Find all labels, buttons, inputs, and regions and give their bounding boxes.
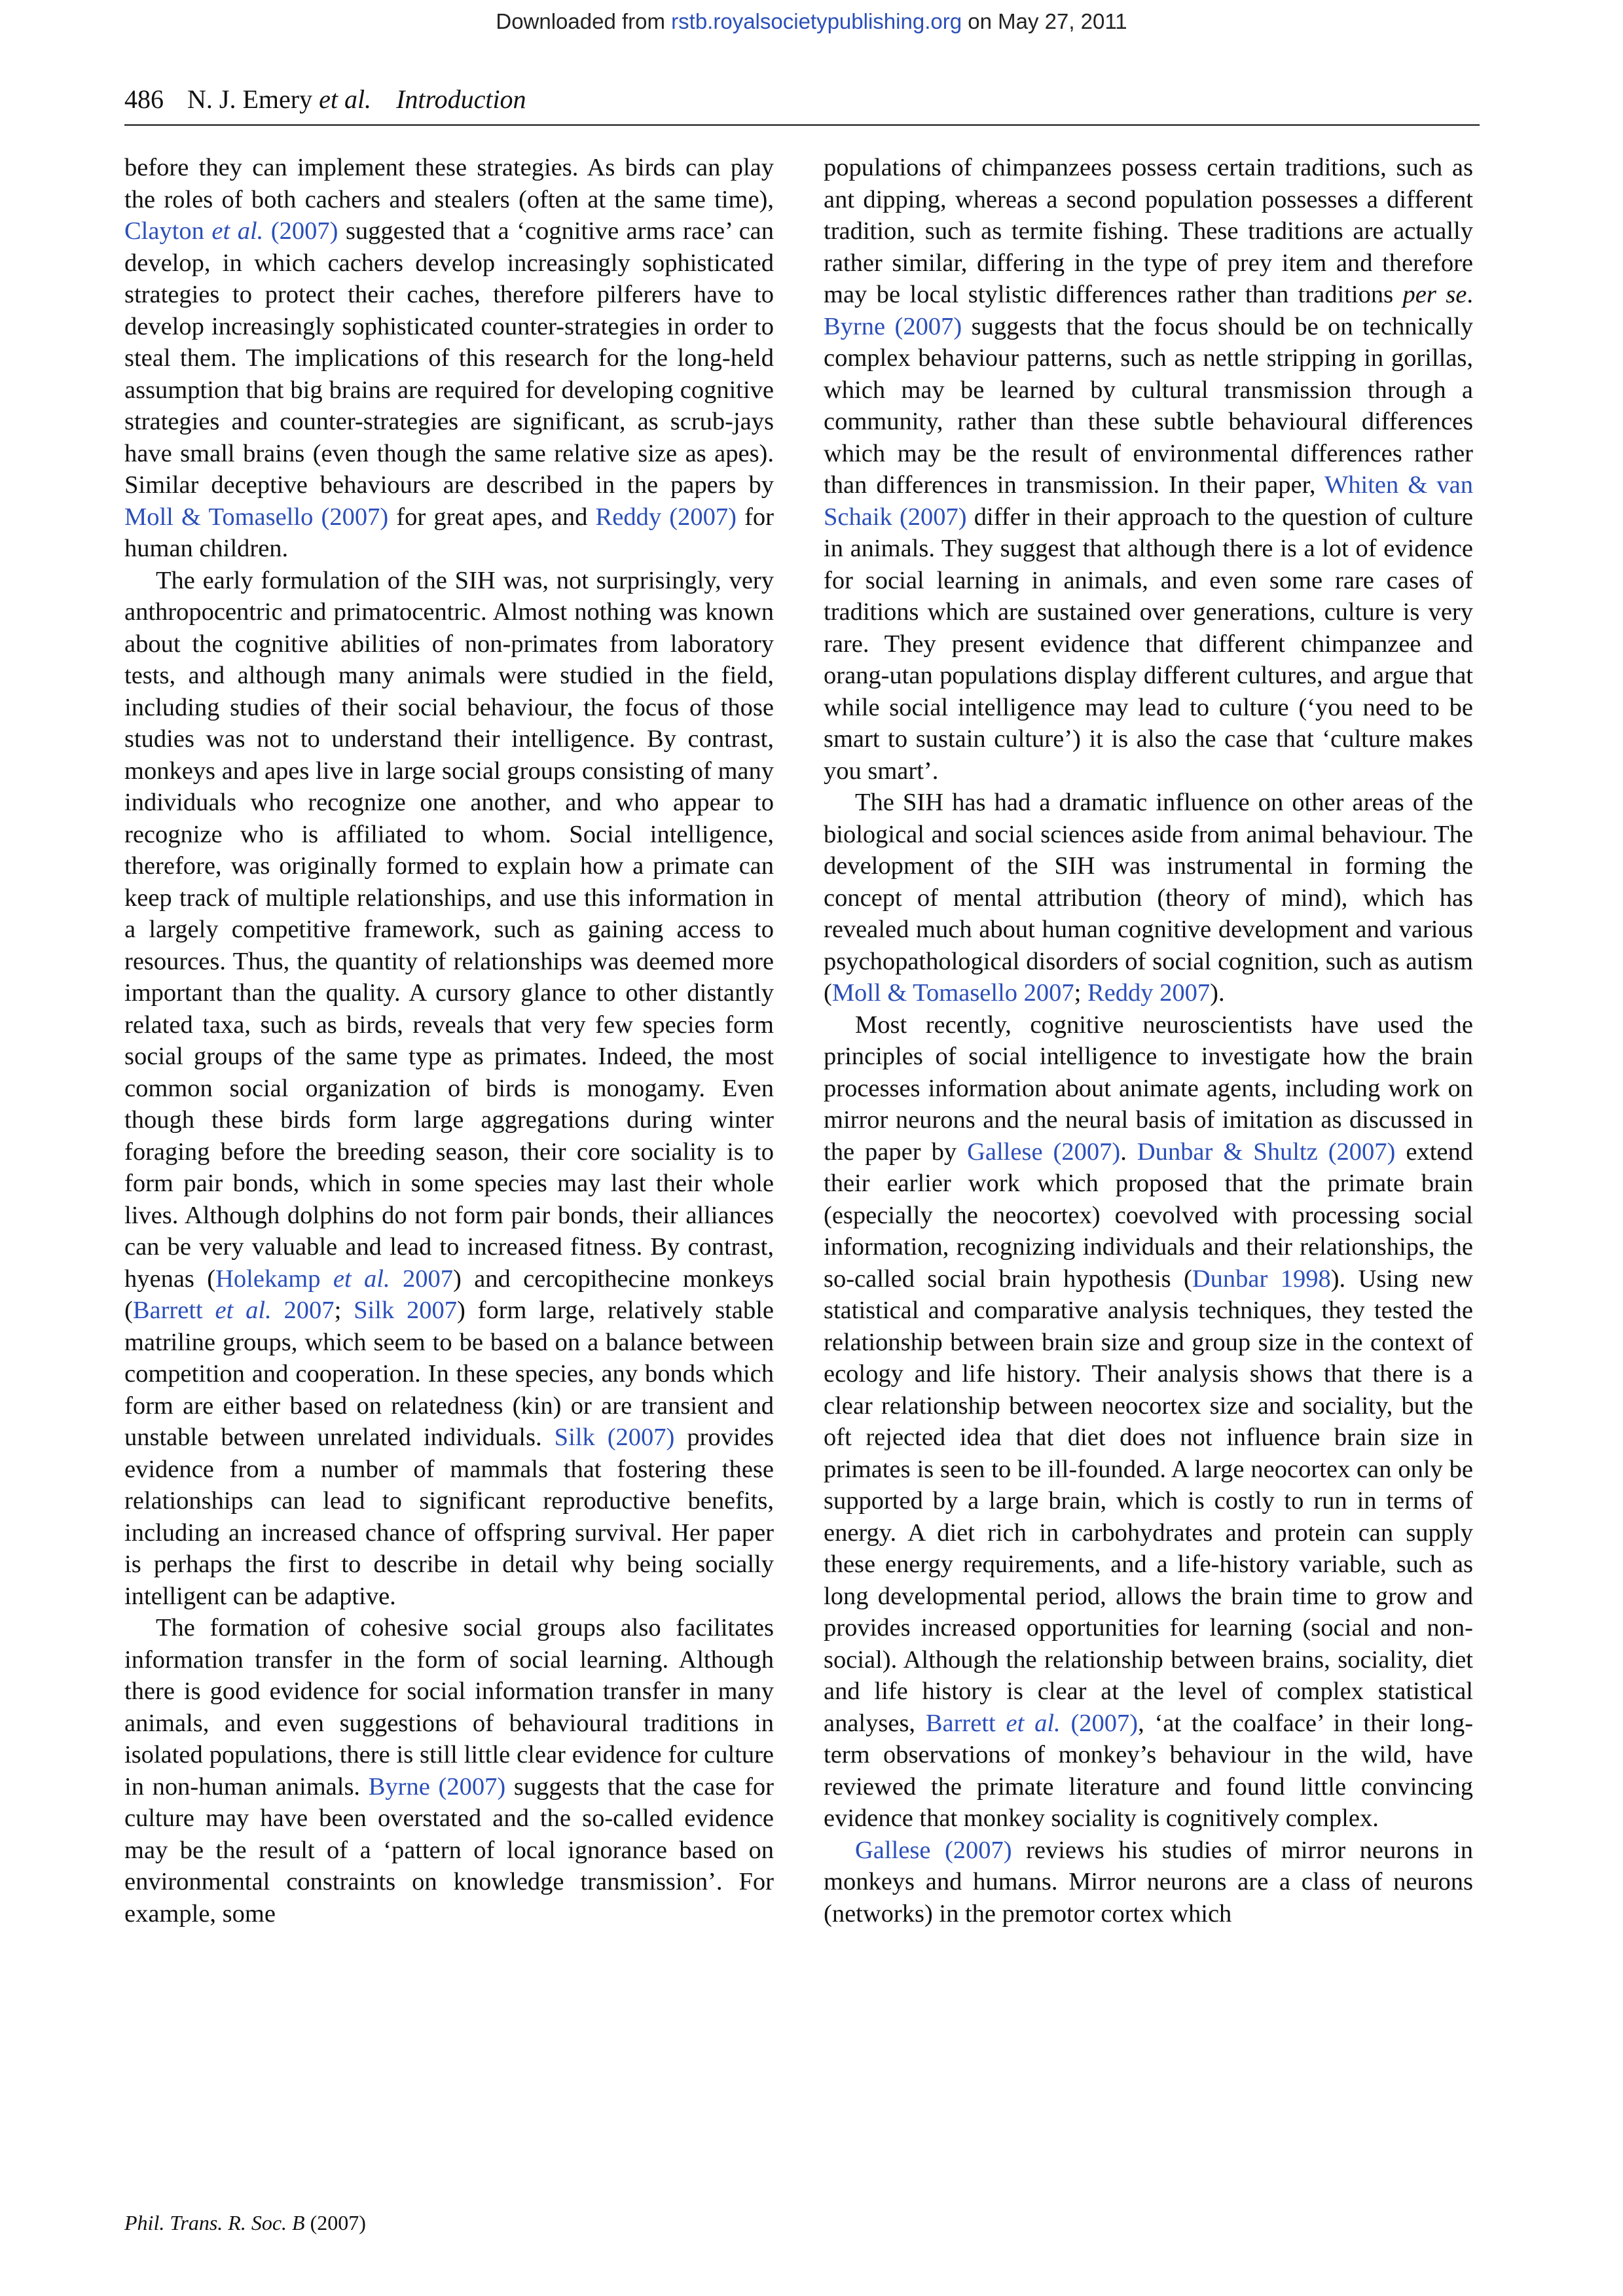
paragraph — [824, 1835, 1473, 1930]
paragraph — [124, 1612, 774, 1929]
author-etal: et al. — [319, 84, 372, 114]
citation-link[interactable]: Moll & Tomasello 2007 — [831, 979, 1074, 1007]
citation-link[interactable]: et al. — [333, 1265, 390, 1293]
citation-link[interactable]: Byrne (2007) — [368, 1772, 506, 1801]
citation-link[interactable]: Byrne (2007) — [824, 312, 962, 340]
header-rule — [124, 124, 1480, 126]
body-text: differ in their approach to the question of culture in animals. They suggest that although there is a lot of evidence for social learning in animals, and even some rare cases of traditions which are sustained over generations, culture is very rare. They present evidence that different chimpanzee and orang-utan populations display different cultures, and argue that while social intelligence may lead to culture (‘you need to be smart to sustain culture’) it is also the case that ‘culture makes you smart’. — [824, 503, 1473, 785]
body-text: ; — [1074, 979, 1087, 1007]
citation-link[interactable]: Moll & Tomasello (2007) — [124, 503, 389, 531]
paragraph — [824, 787, 1473, 1009]
banner-suffix: on May 27, 2011 — [962, 9, 1127, 33]
citation-link[interactable]: Reddy (2007) — [595, 503, 737, 531]
body-text: ). — [1210, 979, 1225, 1007]
body-text: Most recently, cognitive neuroscientists have used the principles of social intelligence to investigate how the brain processes information about animate agents, including work on mirror neurons and the neural basis of imitation as discussed in the paper by — [824, 1011, 1473, 1166]
citation-link[interactable]: et al. — [215, 1297, 272, 1324]
citation-link[interactable]: 2007 — [390, 1265, 454, 1293]
citation-link[interactable]: Barrett — [132, 1297, 215, 1324]
body-text: ) form large, relatively stable matriline groups, which seem to be based on a balance between competition and cooperation. In these species, any bonds which form are either based on relatedness (kin) or are transient and unstable between unrelated individuals. — [124, 1297, 774, 1451]
citation-link[interactable]: Whiten & van Schaik (2007) — [824, 471, 1473, 531]
citation-link[interactable]: Silk (2007) — [554, 1424, 675, 1451]
body-text: ) and cercopithecine monkeys ( — [124, 1265, 774, 1324]
citation-link[interactable]: Clayton — [124, 217, 212, 245]
body-text: populations of chimpanzees possess certain traditions, such as ant dipping, whereas a second population possesses a different tradition, such as termite fishing. These traditions are actually rather similar, differing in the type of prey item and therefore may be local stylistic differences rather than traditions — [824, 154, 1473, 308]
paragraph — [824, 152, 1473, 787]
footer-year: (2007) — [310, 2211, 366, 2234]
citation-link[interactable]: Gallese (2007) — [967, 1138, 1121, 1166]
body-text: provides evidence from a number of mammals that fostering these relationships can lead to significant reproductive benefits, including an increased chance of offspring survival. Her paper is perhaps the first to describe in detail why being socially intelligent can be adaptive. — [124, 1424, 774, 1610]
body-text: for great apes, and — [388, 503, 596, 531]
paragraph — [124, 565, 774, 1613]
body-text: before they can implement these strategies. As birds can play the roles of both cachers and stealers (often at the same time), — [124, 154, 774, 213]
body-text: suggests that the focus should be on technically complex behaviour patterns, such as nettle stripping in gorillas, which may be learned by cultural transmission through a community, rather than these subtle behavioural differences which may be the result of environmental differences rather than differences in transmission. In their paper, — [824, 312, 1473, 499]
citation-link[interactable]: Barrett — [925, 1709, 1006, 1737]
page-number: 486 — [124, 84, 164, 114]
banner-prefix: Downloaded from — [496, 9, 672, 33]
body-text: for human children. — [124, 503, 774, 562]
citation-link[interactable]: Reddy 2007 — [1087, 979, 1211, 1007]
right-column — [824, 152, 1473, 2158]
citation-link[interactable]: Holekamp — [215, 1265, 333, 1293]
download-banner — [0, 9, 1623, 34]
body-text: . — [1120, 1138, 1137, 1166]
citation-link[interactable]: (2007) — [1060, 1709, 1139, 1737]
body-text: reviews his studies of mirror neurons in monkeys and humans. Mirror neurons are a class of neurons (networks) in the premotor cortex which — [824, 1836, 1473, 1928]
section-title: Introduction — [396, 84, 526, 114]
body-text: suggests that the case for culture may have been overstated and the so-called evidence may be the result of a ‘pattern of local ignorance based on environmental constraints on knowledge transmission’. For example, some — [124, 1772, 774, 1928]
citation-link[interactable]: et al. — [211, 217, 264, 245]
citation-link[interactable]: Dunbar & Shultz (2007) — [1137, 1138, 1396, 1166]
body-text: The early formulation of the SIH was, not surprisingly, very anthropocentric and primatocentric. Almost nothing was known about the cognitive abilities of non-primates from laboratory tests, and although many animals were studied in the field, including studies of their social behaviour, the focus of those studies was not to understand their intelligence. By contrast, monkeys and apes live in large social groups consisting of many individuals who recognize one another, and who appear to recognize who is affiliated to whom. Social intelligence, therefore, was originally formed to explain how a primate can keep track of multiple relationships, and use this information in a largely competitive framework, such as gaining access to resources. Thus, the quantity of relationships was deemed more important than the quality. A cursory glance to other distantly related taxa, such as birds, reveals that very few species form social groups of the same type as primates. Indeed, the most common social organization of birds is monogamy. Even though these birds form large aggregations during winter foraging before the breeding season, their core sociality is to form pair bonds, which in some species may last their whole lives. Although dolphins do not form pair bonds, their alliances can be very valuable and lead to increased fitness. By contrast, hyenas ( — [124, 566, 774, 1293]
page-footer — [124, 2211, 366, 2235]
body-text: extend their earlier work which proposed that the primate brain (especially the neocortex) coevolved with processing social information, recognizing individuals and their relationships, the so-called social brain hypothesis ( — [824, 1138, 1473, 1293]
citation-link[interactable]: et al. — [1006, 1709, 1061, 1737]
body-text: , ‘at the coalface’ in their long-term observations of monkey’s behaviour in the wild, have reviewed the primate literature and found little convincing evidence that monkey sociality is cognitively complex. — [824, 1709, 1473, 1832]
footer-journal: Phil. Trans. R. Soc. B — [124, 2211, 305, 2234]
paragraph — [124, 152, 774, 565]
citation-link[interactable]: (2007) — [263, 217, 338, 245]
citation-link[interactable]: 2007 — [271, 1297, 335, 1324]
body-text: The formation of cohesive social groups also facilitates information transfer in the form of social learning. Although there is good evidence for social information transfer in many animals, and even suggestions of behavioural traditions in isolated populations, there is still little clear evidence for culture in non-human animals. — [124, 1614, 774, 1801]
body-text: The SIH has had a dramatic influence on other areas of the biological and social sciences aside from animal behaviour. The development of the SIH was instrumental in forming the concept of mental attribution (theory of mind), which has revealed much about human cognitive development and various psychopathological disorders of social cognition, such as autism ( — [824, 789, 1473, 1007]
citation-link[interactable]: Dunbar 1998 — [1192, 1265, 1331, 1293]
left-column — [124, 152, 774, 2158]
italic-text: per se — [1402, 281, 1467, 308]
paragraph — [824, 1009, 1473, 1835]
body-text: suggested that a ‘cognitive arms race’ can develop, in which cachers develop increasingly sophisticated strategies to protect their caches, therefore pilferers have to develop increasingly sophisticated counter-strategies in order to steal them. The implications of this research for the long-held assumption that big brains are required for developing cognitive strategies and counter-strategies are significant, as scrub-jays have small brains (even though the same relative size as apes). Similar deceptive behaviours are described in the papers by — [124, 217, 774, 499]
running-head — [124, 84, 1480, 115]
body-text: ; — [334, 1297, 354, 1324]
author-names: N. J. Emery — [187, 84, 313, 114]
body-text: ). Using new statistical and comparative analysis techniques, they tested the relationship between brain size and group size in the context of ecology and life history. Their analysis shows that there is a clear relationship between neocortex size and sociality, but the oft rejected idea that diet does not influence brain size in primates is seen to be ill-founded. A large neocortex can only be supported by a large brain, which is costly to run in terms of energy. A diet rich in carbohydrates and protein can supply these energy requirements, and a life-history variable, such as long developmental period, allows the brain time to grow and provides increased opportunities for learning (social and non-social). Although the relationship between brains, sociality, diet and life history is clear at the level of complex statistical analyses, — [824, 1265, 1473, 1737]
citation-link[interactable]: Gallese (2007) — [855, 1836, 1012, 1864]
body-text: . — [1467, 281, 1473, 308]
citation-link[interactable]: Silk 2007 — [354, 1297, 457, 1324]
banner-site-link[interactable]: rstb.royalsocietypublishing.org — [671, 9, 962, 33]
